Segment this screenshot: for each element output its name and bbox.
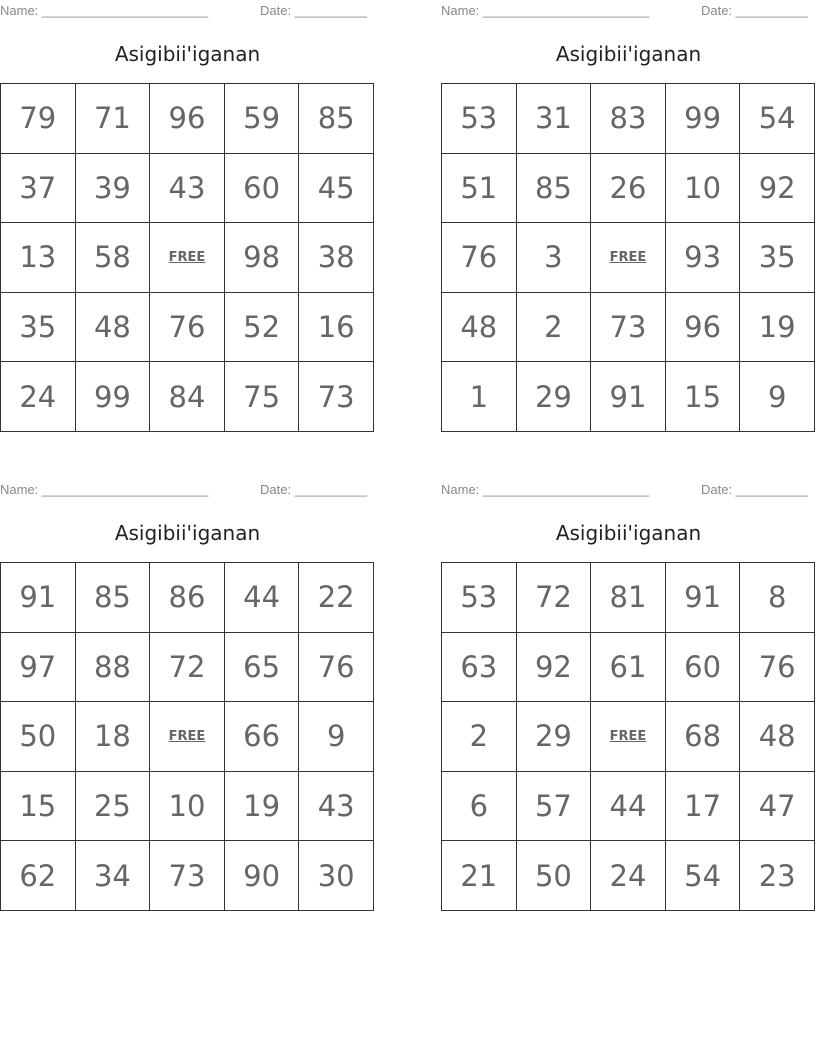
bingo-cell: 48: [442, 293, 517, 363]
bingo-cell: 63: [442, 633, 517, 703]
card-header: [441, 482, 816, 498]
bingo-cell: 62: [1, 841, 76, 911]
bingo-cell: 44: [591, 772, 666, 842]
bingo-cell: 58: [76, 223, 151, 293]
bingo-cell: 71: [76, 84, 151, 154]
bingo-cell: 29: [517, 702, 592, 772]
bingo-cell: 31: [517, 84, 592, 154]
bingo-cell: 2: [517, 293, 592, 363]
bingo-cell: 91: [666, 563, 741, 633]
bingo-cell: 48: [740, 702, 815, 772]
bingo-cell: 54: [666, 841, 741, 911]
bingo-cell: 35: [1, 293, 76, 363]
bingo-cell: 9: [299, 702, 374, 772]
bingo-cell: 96: [150, 84, 225, 154]
bingo-cell: 53: [442, 84, 517, 154]
bingo-cell: 83: [591, 84, 666, 154]
bingo-cell: 54: [740, 84, 815, 154]
bingo-cell: 39: [76, 154, 151, 224]
bingo-cell: 90: [225, 841, 300, 911]
bingo-cell: 96: [666, 293, 741, 363]
name-field-label: Name: _______________________: [0, 482, 209, 497]
bingo-cell: 17: [666, 772, 741, 842]
free-space: FREE: [150, 223, 225, 293]
bingo-cell: 85: [299, 84, 374, 154]
bingo-cell: 91: [1, 563, 76, 633]
card-title: Asigibii'iganan: [555, 42, 702, 66]
bingo-cell: 60: [225, 154, 300, 224]
bingo-cell: 48: [76, 293, 151, 363]
bingo-cell: 2: [442, 702, 517, 772]
date-field-label: Date: __________: [260, 482, 367, 497]
free-space: FREE: [591, 223, 666, 293]
bingo-cell: 16: [299, 293, 374, 363]
free-space: FREE: [591, 702, 666, 772]
bingo-card: [0, 0, 375, 440]
bingo-cell: 47: [740, 772, 815, 842]
bingo-cell: 65: [225, 633, 300, 703]
bingo-cell: 73: [299, 362, 374, 432]
bingo-cell: 19: [740, 293, 815, 363]
bingo-cell: 92: [740, 154, 815, 224]
bingo-cell: 86: [150, 563, 225, 633]
bingo-cell: 15: [666, 362, 741, 432]
bingo-cell: 23: [740, 841, 815, 911]
bingo-grid: [441, 83, 815, 432]
bingo-cell: 68: [666, 702, 741, 772]
bingo-cell: 88: [76, 633, 151, 703]
bingo-cell: 52: [225, 293, 300, 363]
bingo-cell: 38: [299, 223, 374, 293]
date-field-label: Date: __________: [701, 482, 808, 497]
bingo-cell: 26: [591, 154, 666, 224]
bingo-cell: 18: [76, 702, 151, 772]
bingo-cell: 85: [76, 563, 151, 633]
bingo-cell: 85: [517, 154, 592, 224]
name-field-label: Name: _______________________: [441, 3, 650, 18]
bingo-cell: 25: [76, 772, 151, 842]
bingo-cell: 79: [1, 84, 76, 154]
bingo-cell: 76: [740, 633, 815, 703]
bingo-card: [441, 479, 816, 919]
bingo-cell: 50: [1, 702, 76, 772]
bingo-cell: 43: [299, 772, 374, 842]
bingo-cell: 76: [299, 633, 374, 703]
bingo-cell: 75: [225, 362, 300, 432]
bingo-cell: 99: [76, 362, 151, 432]
bingo-cell: 99: [666, 84, 741, 154]
bingo-cell: 19: [225, 772, 300, 842]
bingo-grid: [0, 83, 374, 432]
bingo-cell: 98: [225, 223, 300, 293]
bingo-cell: 59: [225, 84, 300, 154]
bingo-cell: 24: [1, 362, 76, 432]
card-header: [441, 3, 816, 19]
bingo-cell: 72: [150, 633, 225, 703]
bingo-cell: 29: [517, 362, 592, 432]
bingo-grid: [441, 562, 815, 911]
bingo-cell: 43: [150, 154, 225, 224]
card-header: [0, 3, 375, 19]
bingo-cell: 9: [740, 362, 815, 432]
bingo-cell: 15: [1, 772, 76, 842]
bingo-cell: 8: [740, 563, 815, 633]
bingo-cell: 21: [442, 841, 517, 911]
bingo-cell: 73: [591, 293, 666, 363]
bingo-cell: 60: [666, 633, 741, 703]
bingo-cell: 92: [517, 633, 592, 703]
bingo-cell: 10: [150, 772, 225, 842]
card-header: [0, 482, 375, 498]
bingo-cell: 76: [442, 223, 517, 293]
bingo-cell: 45: [299, 154, 374, 224]
bingo-cell: 1: [442, 362, 517, 432]
card-title: Asigibii'iganan: [555, 521, 702, 545]
name-field-label: Name: _______________________: [0, 3, 209, 18]
bingo-cell: 84: [150, 362, 225, 432]
bingo-cell: 73: [150, 841, 225, 911]
bingo-cell: 93: [666, 223, 741, 293]
bingo-cell: 44: [225, 563, 300, 633]
bingo-cell: 30: [299, 841, 374, 911]
free-space: FREE: [150, 702, 225, 772]
bingo-cell: 57: [517, 772, 592, 842]
date-field-label: Date: __________: [260, 3, 367, 18]
bingo-cell: 34: [76, 841, 151, 911]
bingo-cell: 37: [1, 154, 76, 224]
bingo-cell: 6: [442, 772, 517, 842]
bingo-cell: 50: [517, 841, 592, 911]
bingo-grid: [0, 562, 374, 911]
bingo-cell: 61: [591, 633, 666, 703]
bingo-card: [441, 0, 816, 440]
bingo-cell: 13: [1, 223, 76, 293]
card-title: Asigibii'iganan: [114, 521, 261, 545]
bingo-cell: 76: [150, 293, 225, 363]
card-title: Asigibii'iganan: [114, 42, 261, 66]
bingo-cell: 97: [1, 633, 76, 703]
bingo-cell: 91: [591, 362, 666, 432]
name-field-label: Name: _______________________: [441, 482, 650, 497]
bingo-cell: 66: [225, 702, 300, 772]
bingo-cell: 53: [442, 563, 517, 633]
bingo-cell: 51: [442, 154, 517, 224]
bingo-cell: 3: [517, 223, 592, 293]
bingo-cell: 24: [591, 841, 666, 911]
bingo-cell: 81: [591, 563, 666, 633]
date-field-label: Date: __________: [701, 3, 808, 18]
bingo-cell: 10: [666, 154, 741, 224]
bingo-cell: 35: [740, 223, 815, 293]
bingo-cell: 22: [299, 563, 374, 633]
bingo-card: [0, 479, 375, 919]
bingo-cell: 72: [517, 563, 592, 633]
